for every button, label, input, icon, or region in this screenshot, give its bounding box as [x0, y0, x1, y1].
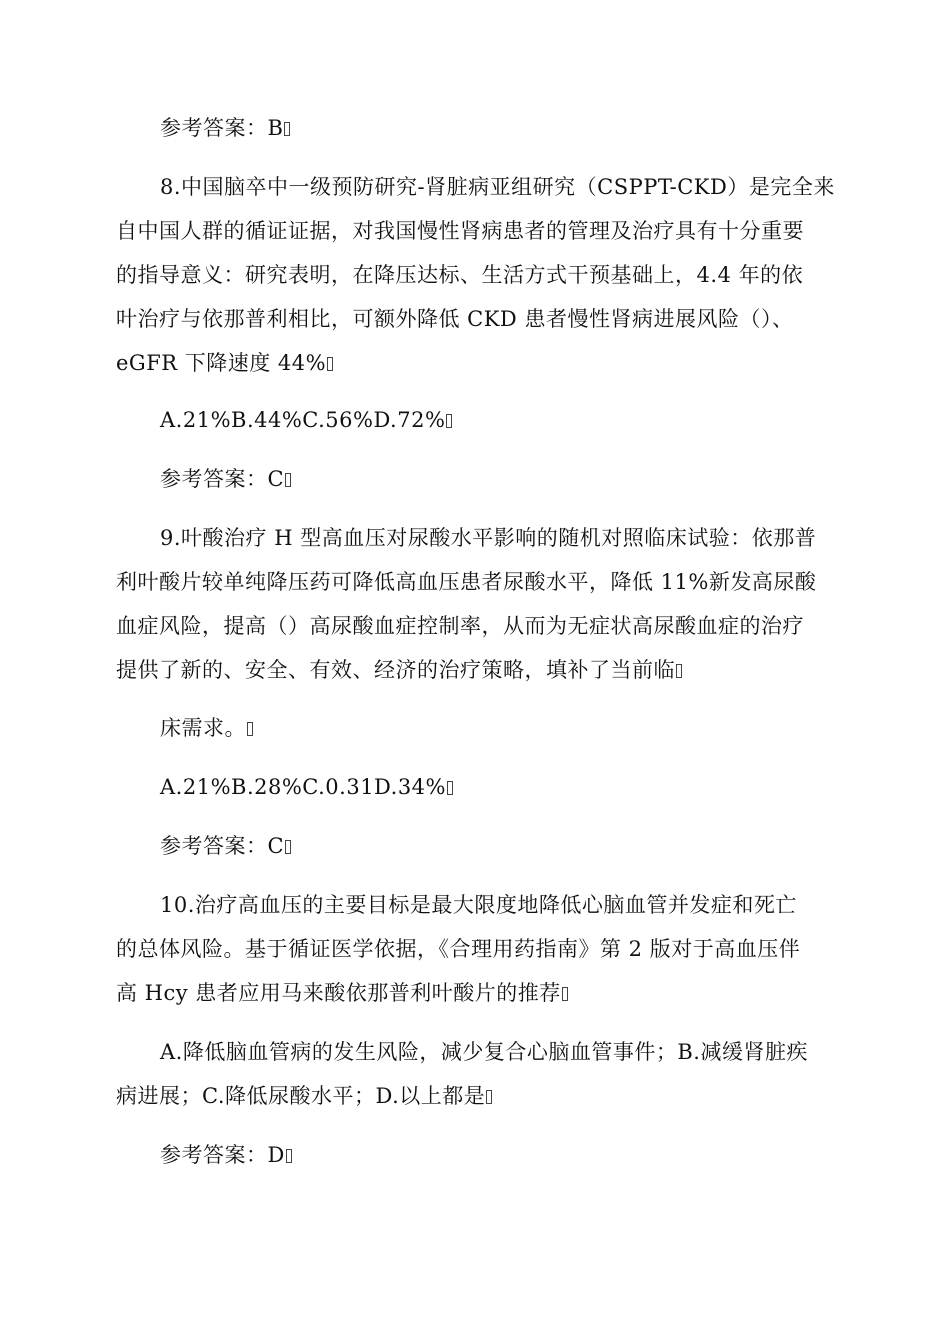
options-10: A.降低脑血管病的发生风险，减少复合心脑血管事件；B.减缓肾脏疾 病进展；C.降低尿酸水平；D.以上都是 — [116, 1040, 808, 1108]
answer-10: 参考答案：D — [160, 1133, 880, 1177]
paragraph-mark-icon — [486, 1090, 492, 1104]
options-8: A.21%B.44%C.56%D.72% — [160, 398, 880, 442]
paragraph-mark-icon — [446, 414, 452, 428]
paragraph-mark-icon — [676, 664, 682, 678]
answer-8: 参考答案：C — [160, 457, 880, 501]
paragraph-mark-icon — [284, 122, 290, 136]
question-10: 10.治疗高血压的主要目标是最大限度地降低心脑血管并发症和死亡 的总体风险。基于循证医学依据，《合理用药指南》第 2 版对于高血压伴 高 Hcy 患者应用马来酸依那普利叶酸片的推荐 — [116, 893, 801, 1005]
question-9-continued: 床需求。 — [160, 706, 880, 750]
paragraph-mark-icon — [562, 987, 568, 1001]
paragraph-mark-icon — [286, 1149, 292, 1163]
paragraph-mark-icon — [327, 357, 333, 371]
paragraph-mark-icon — [285, 473, 291, 487]
question-9: 9.叶酸治疗 H 型高血压对尿酸水平影响的随机对照临床试验：依那普 利叶酸片较单纯降压药可降低高血压患者尿酸水平，降低 11%新发高尿酸 血症风险，提高（）高尿酸血症控制率，从而为无症状高尿酸血症的治疗 提供了新的、安全、有效、经济的治疗策略，填补了当前临 — [116, 526, 817, 682]
paragraph-mark-icon — [447, 781, 453, 795]
answer-7: 参考答案：B — [160, 106, 880, 150]
answer-9: 参考答案：C — [160, 824, 880, 868]
paragraph-mark-icon — [285, 840, 291, 854]
question-8: 8.中国脑卒中一级预防研究-肾脏病亚组研究（CSPPT-CKD）是完全来 自中国人群的循证证据，对我国慢性肾病患者的管理及治疗具有十分重要 的指导意义：研究表明，在降压达标、生活方式干预基础上，4.4 年的依 叶治疗与依那普利相比，可额外降低 CKD 患者慢性肾病进展风险（）、 eGFR 下降速度 44% — [116, 175, 835, 375]
options-9: A.21%B.28%C.0.31D.34% — [160, 765, 880, 809]
paragraph-mark-icon — [247, 722, 253, 736]
